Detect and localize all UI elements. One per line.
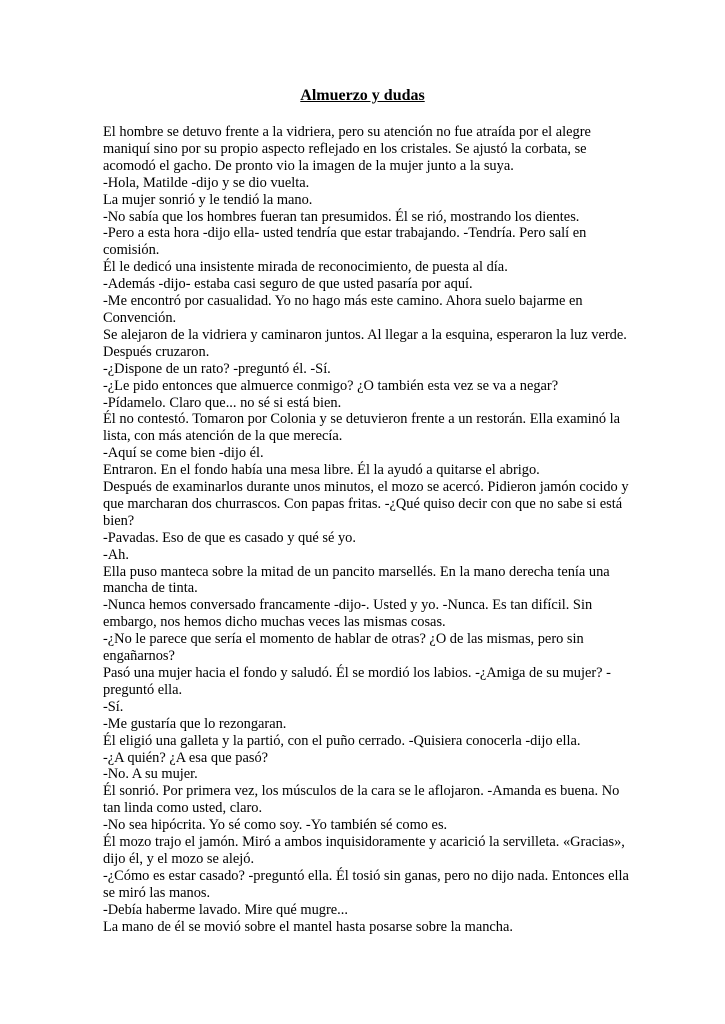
paragraph: Él le dedicó una insistente mirada de reconocimiento, de puesta al día. (103, 259, 508, 276)
paragraph: -Sí. (103, 698, 124, 715)
document-body (103, 124, 633, 936)
paragraph: Él sonrió. Por primera vez, los músculos de la cara se le aflojaron. -Amanda es buena. No tan linda como usted, claro. (103, 783, 620, 817)
paragraph: -Me gustaría que lo rezongaran. (103, 715, 287, 732)
paragraph: -Ah. (103, 546, 129, 563)
paragraph: Se alejaron de la vidriera y caminaron juntos. Al llegar a la esquina, esperaron la luz verde. Después cruzaron. (103, 326, 627, 360)
paragraph: -No sea hipócrita. Yo sé como soy. -Yo también sé como es. (103, 817, 448, 834)
paragraph: -Me encontró por casualidad. Yo no hago más este camino. Ahora suelo bajarme en Convención. (103, 293, 583, 326)
paragraph: Él no contestó. Tomaron por Colonia y se detuvieron frente a un restorán. Ella examinó la lista, con más atención de la que merecía. (103, 411, 621, 445)
paragraph: -Hola, Matilde -dijo y se dio vuelta. (103, 174, 310, 191)
paragraph: -¿Dispone de un rato? -preguntó él. -Sí. (103, 360, 331, 377)
paragraph: Pasó una mujer hacia el fondo y saludó. Él se mordió los labios. -¿Amiga de su mujer? -preguntó ella. (103, 665, 611, 698)
paragraph: -¿No le parece que sería el momento de hablar de otras? ¿O de las mismas, pero sin engañarnos? (103, 631, 584, 665)
paragraph: Después de examinarlos durante unos minutos, el mozo se acercó. Pidieron jamón cocido y que marcharan dos churrascos. Con papas fritas. -¿Qué quiso decir con que no sabe si está bien? (103, 479, 629, 529)
paragraph: -Además -dijo- estaba casi seguro de que usted pasaría por aquí. (103, 276, 473, 293)
paragraph: -¿Le pido entonces que almuerce conmigo? ¿O también esta vez se va a negar? (103, 377, 559, 394)
paragraph: -Pídamelo. Claro que... no sé si está bien. (103, 394, 342, 411)
paragraph: -No. A su mujer. (103, 766, 198, 783)
document-title: Almuerzo y dudas (300, 87, 425, 104)
paragraph: -¿A quién? ¿A esa que pasó? (103, 749, 269, 766)
paragraph: Entraron. En el fondo había una mesa libre. Él la ayudó a quitarse el abrigo. (103, 462, 540, 479)
paragraph: La mano de él se movió sobre el mantel hasta posarse sobre la mancha. (103, 918, 513, 935)
paragraph: -¿Cómo es estar casado? -preguntó ella. Él tosió sin ganas, pero no dijo nada. Entonces ella se miró las manos. (103, 867, 629, 901)
paragraph: -Aquí se come bien -dijo él. (103, 445, 264, 462)
paragraph: -Debía haberme lavado. Mire qué mugre... (103, 901, 348, 918)
paragraph: -No sabía que los hombres fueran tan presumidos. Él se rió, mostrando los dientes. (103, 208, 580, 225)
paragraph: Él eligió una galleta y la partió, con el puño cerrado. -Quisiera conocerla -dijo ella. (103, 732, 581, 749)
paragraph: -Pero a esta hora -dijo ella- usted tendría que estar trabajando. -Tendría. Pero salí en comisión. (103, 225, 587, 259)
paragraph: La mujer sonrió y le tendió la mano. (103, 191, 313, 208)
paragraph: Ella puso manteca sobre la mitad de un pancito marsellés. En la mano derecha tenía una mancha de tinta. (103, 563, 610, 597)
paragraph: -Nunca hemos conversado francamente -dijo-. Usted y yo. -Nunca. Es tan difícil. Sin embargo, nos hemos dicho muchas veces las mismas cosas. (103, 597, 593, 631)
paragraph: El hombre se detuvo frente a la vidriera, pero su atención no fue atraída por el alegre maniquí sino por su propio aspecto reflejado en los cristales. Se ajustó la corbata, se acomodó el gacho. De pronto vio la imagen de la mujer junto a la suya. (103, 124, 591, 174)
paragraph: Él mozo trajo el jamón. Miró a ambos inquisidoramente y acarició la servilleta. «Gracias», dijo él, y el mozo se alejó. (103, 834, 625, 867)
paragraph: -Pavadas. Eso de que es casado y qué sé yo. (103, 529, 356, 546)
